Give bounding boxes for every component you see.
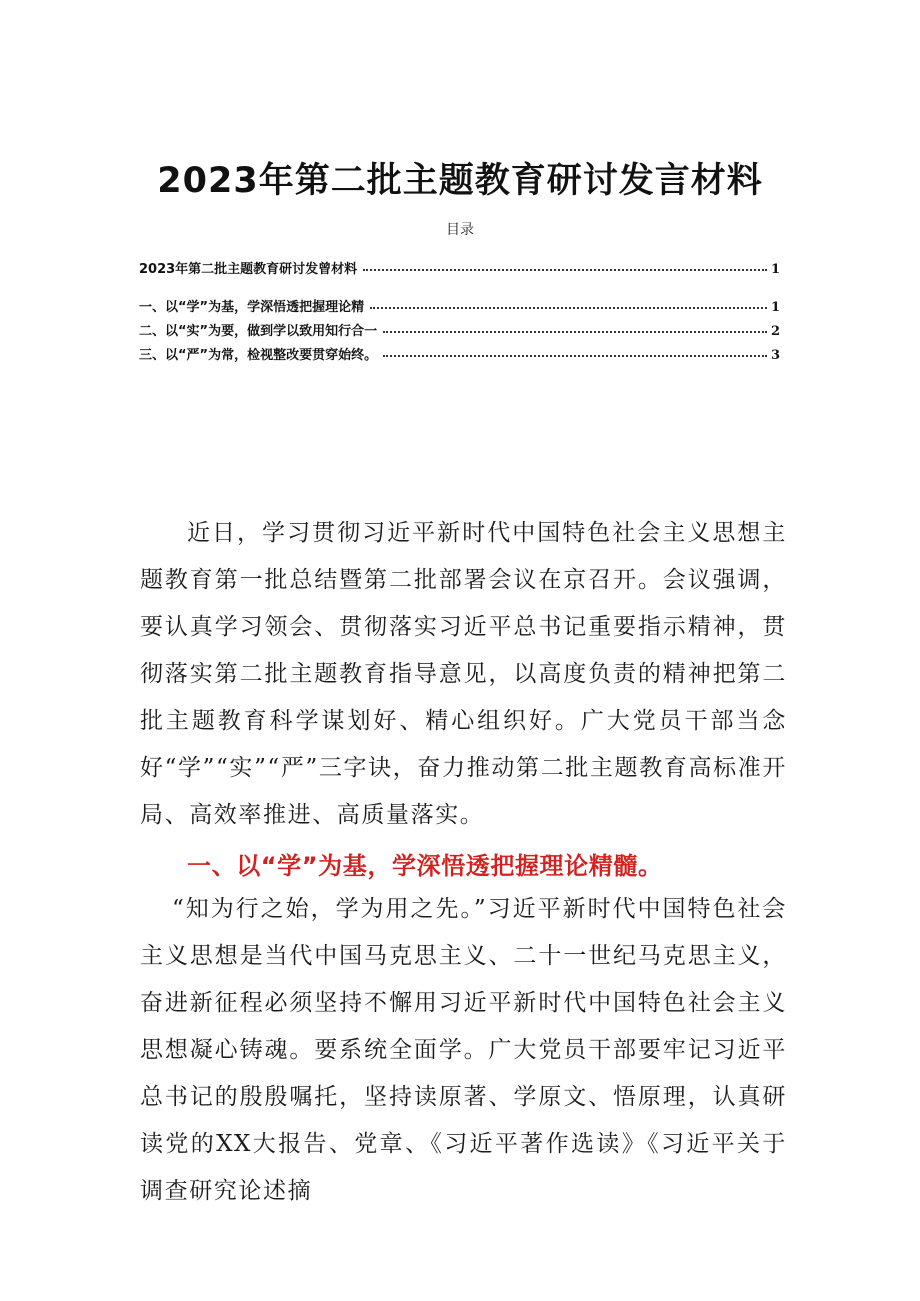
toc-entry-page: 1 [770, 300, 780, 315]
toc-entry-page: 2 [770, 324, 780, 339]
toc-entry[interactable] [139, 344, 780, 364]
toc-entry[interactable] [139, 258, 780, 278]
toc-leader-dots [370, 295, 767, 309]
toc-entry-label: 三、以“严”为常，检视整改要贯穿始终。 [139, 348, 378, 363]
toc-entry-label: 一、以“学”为基，学深悟透把握理论精 [139, 300, 365, 315]
toc-entry[interactable] [139, 296, 780, 316]
toc-entry[interactable] [139, 320, 780, 340]
toc-entry-label: 2023年第二批主题教育研讨发曾材料 [139, 262, 358, 277]
toc-heading: 目录 [446, 222, 474, 238]
toc-leader-dots [383, 319, 767, 333]
toc-entry-page: 1 [770, 262, 780, 277]
toc-leader-dots [363, 257, 767, 271]
intro-paragraph: 近日，学习贯彻习近平新时代中国特色社会主义思想主题教育第一批总结暨第二批部署会议在京召开。会议强调，要认真学习领会、贯彻落实习近平总书记重要指示精神，贯彻落实第二批主题教育指导意见，以高度负责的精神把第二批主题教育科学谋划好、精心组织好。广大党员干部当念好“学”“实”“严”三字诀，奋力推动第二批主题教育高标准开局、高效率推进、高质量落实。 [140, 520, 787, 828]
toc-entry-page: 3 [770, 348, 780, 363]
section-paragraph: “知为行之始，学为用之先。”习近平新时代中国特色社会主义思想是当代中国马克思主义、二十一世纪马克思主义，奋进新征程必须坚持不懈用习近平新时代中国特色社会主义思想凝心铸魂。要系统全面学。广大党员干部要牢记习近平总书记的殷殷嘱托，坚持读原著、学原文、悟原理，认真研读党的XX大报告、党章、《习近平著作选读》《习近平关于调查研究论述摘 [140, 896, 787, 1204]
toc-entry-label: 二、以“实”为要，做到学以致用知行合一 [139, 324, 378, 339]
document-title: 2023年第二批主题教育研讨发言材料 [157, 161, 763, 202]
toc-leader-dots [383, 343, 767, 357]
section-heading: 一、以“学”为基，学深悟透把握理论精髓。 [187, 852, 663, 880]
